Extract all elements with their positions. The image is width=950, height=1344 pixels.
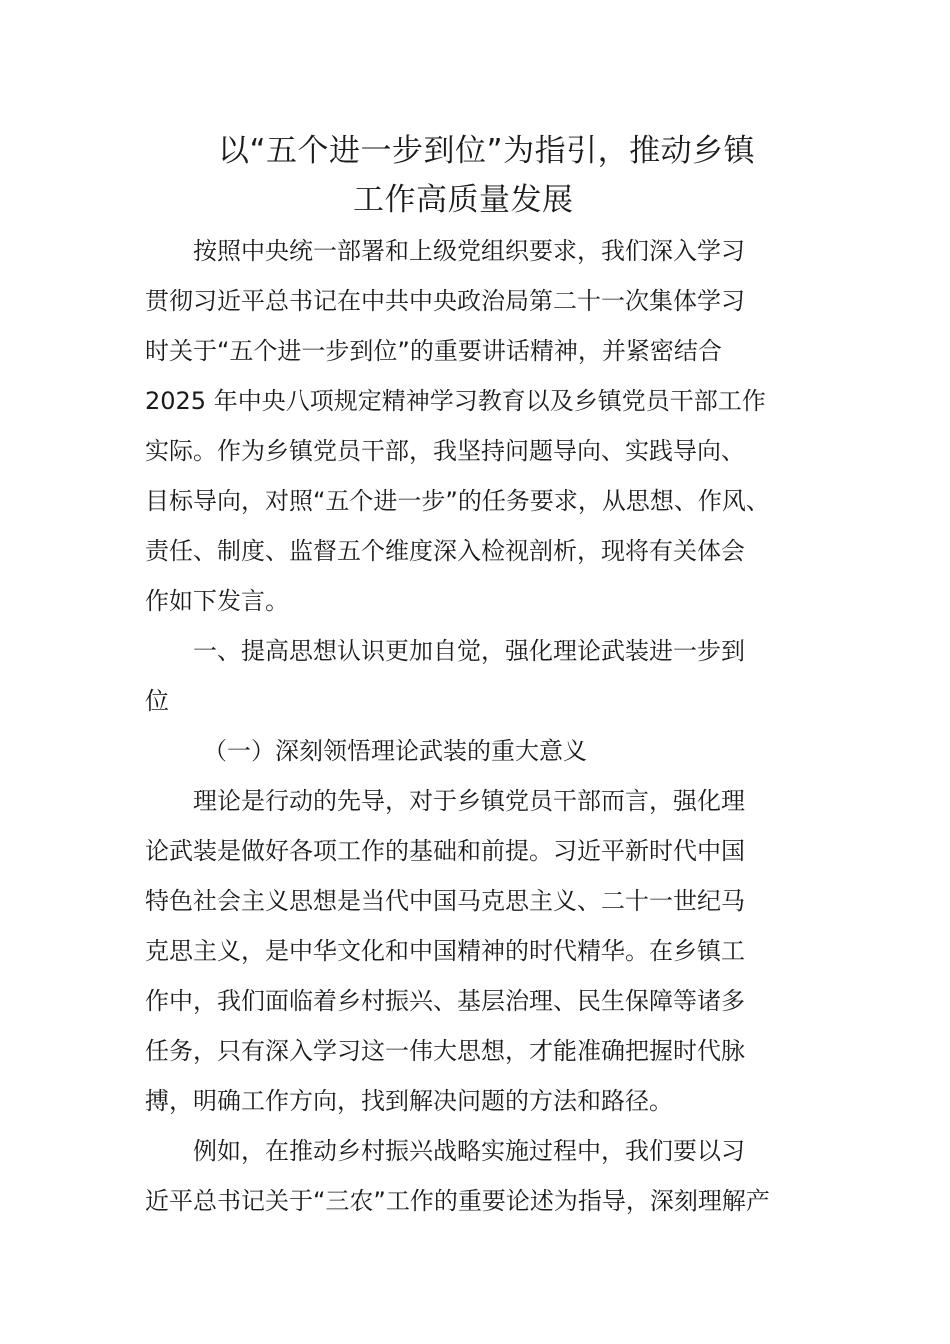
section-heading-line-1: 一、提高思想认识更加自觉，强化理论武装进一步到 [193, 637, 745, 665]
paragraph-1-line-6: 目标导向，对照“五个进一步”的任务要求，从思想、作风、 [145, 487, 770, 515]
paragraph-1-line-2: 贯彻习近平总书记在中共中央政治局第二十一次集体学习 [145, 287, 745, 315]
paragraph-1-line-1: 按照中央统一部署和上级党组织要求，我们深入学习 [193, 237, 745, 265]
paragraph-1-line-5: 实际。作为乡镇党员干部，我坚持问题导向、实践导向、 [145, 437, 745, 465]
document-title-line-2: 工作高质量发展 [353, 182, 574, 218]
paragraph-2-line-3: 特色社会主义思想是当代中国马克思主义、二十一世纪马 [145, 887, 745, 915]
section-heading-line-2: 位 [145, 687, 169, 715]
paragraph-2-line-4: 克思主义，是中华文化和中国精神的时代精华。在乡镇工 [145, 937, 745, 965]
paragraph-1-line-3: 时关于“五个进一步到位”的重要讲话精神，并紧密结合 [145, 337, 722, 365]
paragraph-2-line-5: 作中，我们面临着乡村振兴、基层治理、民生保障等诸多 [145, 987, 745, 1015]
paragraph-3-line-2: 近平总书记关于“三农”工作的重要论述为指导，深刻理解产 [145, 1187, 770, 1215]
paragraph-2-line-1: 理论是行动的先导，对于乡镇党员干部而言，强化理 [193, 787, 745, 815]
paragraph-2-line-2: 论武装是做好各项工作的基础和前提。习近平新时代中国 [145, 837, 745, 865]
paragraph-1-line-8: 作如下发言。 [145, 587, 289, 615]
paragraph-3-line-1: 例如，在推动乡村振兴战略实施过程中，我们要以习 [193, 1137, 745, 1165]
subsection-heading: （一）深刻领悟理论武装的重大意义 [203, 737, 587, 765]
paragraph-2-line-6: 任务，只有深入学习这一伟大思想，才能准确把握时代脉 [145, 1037, 745, 1065]
document-title-line-1: 以“五个进一步到位”为指引，推动乡镇 [218, 133, 756, 169]
paragraph-2-line-7: 搏，明确工作方向，找到解决问题的方法和路径。 [145, 1087, 673, 1115]
paragraph-1-line-4: 2025 年中央八项规定精神学习教育以及乡镇党员干部工作 [145, 387, 766, 415]
paragraph-1-line-7: 责任、制度、监督五个维度深入检视剖析，现将有关体会 [145, 537, 745, 565]
document-body [145, 226, 825, 1226]
